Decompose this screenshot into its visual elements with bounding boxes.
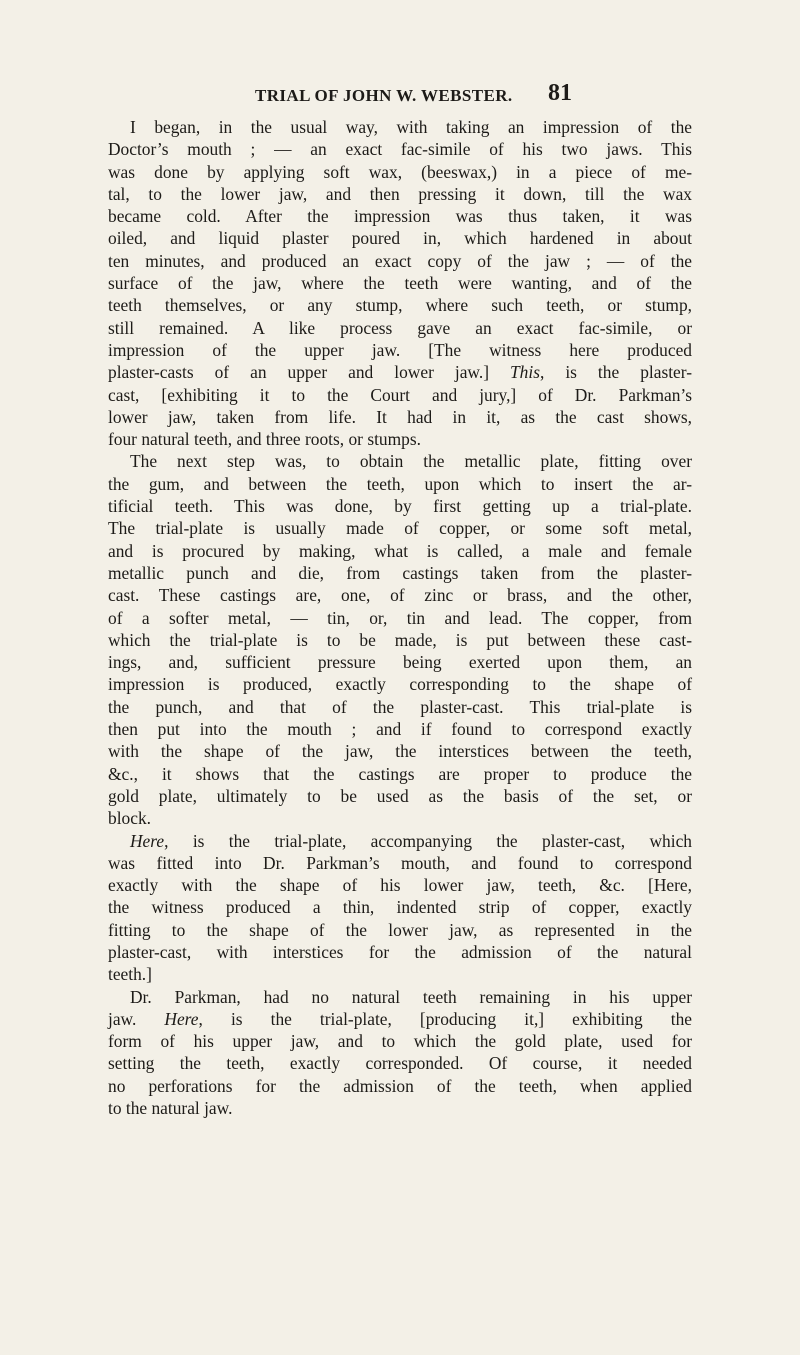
- text-line: [108, 718, 692, 740]
- text-line: [108, 406, 692, 428]
- text-segment: exactly with the shape of his lower jaw, teeth, &c. [Here,: [108, 875, 692, 896]
- text-segment: was fitted into Dr. Parkman’s mouth, and found to correspond: [108, 852, 692, 873]
- text-line: [108, 250, 692, 272]
- text-line: [108, 607, 692, 629]
- text-segment: the gum, and between the teeth, upon which to insert the ar-: [108, 473, 692, 494]
- text-line: [108, 517, 692, 539]
- text-line: [108, 807, 692, 829]
- text-line: [108, 896, 692, 918]
- text-segment: ten minutes, and produced an exact copy of the jaw ; — of the: [108, 250, 692, 271]
- text-segment: , is the plaster-: [539, 362, 692, 383]
- text-segment: fitting to the shape of the lower jaw, as represented in the: [108, 919, 692, 940]
- text-segment: no perforations for the admission of the teeth, when applied: [108, 1075, 692, 1096]
- text-line: [108, 317, 692, 339]
- text-segment: tificial teeth. This was done, by first getting up a trial-plate.: [108, 496, 692, 517]
- text-segment: teeth.]: [108, 964, 152, 985]
- text-segment: to the natural jaw.: [108, 1098, 233, 1119]
- text-line: [108, 361, 692, 383]
- text-segment: setting the teeth, exactly corresponded. Of course, it needed: [108, 1053, 692, 1074]
- text-segment: and is procured by making, what is called, a male and female: [108, 540, 692, 561]
- text-line: [108, 138, 692, 160]
- text-segment: oiled, and liquid plaster poured in, which hardened in about: [108, 228, 692, 249]
- text-line: [108, 584, 692, 606]
- text-line: [108, 941, 692, 963]
- text-segment: , is the trial-plate, accompanying the plaster-cast, which: [164, 830, 692, 851]
- text-segment: surface of the jaw, where the teeth were wanting, and of the: [108, 273, 692, 294]
- text-segment: was done by applying soft wax, (beeswax,) in a piece of me-: [108, 161, 692, 182]
- text-segment: metallic punch and die, from castings taken from the plaster-: [108, 562, 692, 583]
- text-segment: plaster-cast, with interstices for the admission of the natural: [108, 941, 692, 962]
- running-head: TRIAL OF JOHN W. WEBSTER.: [255, 86, 513, 105]
- text-line: [108, 673, 692, 695]
- text-segment: I began, in the usual way, with taking an impression of the: [130, 117, 692, 137]
- text-line: [108, 428, 692, 450]
- text-line: [108, 830, 692, 852]
- italic-text: This: [510, 362, 540, 383]
- text-segment: &c., it shows that the castings are proper to produce the: [108, 763, 692, 784]
- text-segment: , is the trial-plate, [producing it,] exhibiting the: [198, 1008, 692, 1029]
- italic-text: Here: [130, 830, 165, 851]
- text-line: [108, 294, 692, 316]
- text-line: [108, 161, 692, 183]
- text-line: [108, 763, 692, 785]
- body-text: [108, 116, 692, 1119]
- text-line: [108, 1030, 692, 1052]
- text-segment: with the shape of the jaw, the interstices between the teeth,: [108, 741, 692, 762]
- text-segment: block.: [108, 808, 151, 829]
- text-line: [108, 205, 692, 227]
- text-line: [108, 116, 692, 138]
- text-segment: impression is produced, exactly corresponding to the shape of: [108, 674, 692, 695]
- text-segment: gold plate, ultimately to be used as the basis of the set, or: [108, 785, 692, 806]
- text-segment: which the trial-plate is to be made, is put between these cast-: [108, 629, 692, 650]
- text-line: [108, 651, 692, 673]
- text-line: [108, 1075, 692, 1097]
- text-line: [108, 852, 692, 874]
- text-segment: then put into the mouth ; and if found to correspond exactly: [108, 719, 692, 740]
- text-segment: of a softer metal, — tin, or, tin and lead. The copper, from: [108, 607, 692, 628]
- text-segment: still remained. A like process gave an exact fac-simile, or: [108, 317, 692, 338]
- text-segment: Dr. Parkman, had no natural teeth remaining in his upper: [130, 986, 692, 1007]
- text-line: [108, 227, 692, 249]
- text-line: [108, 1097, 692, 1119]
- text-line: [108, 874, 692, 896]
- text-line: [108, 562, 692, 584]
- text-segment: jaw.: [108, 1008, 165, 1029]
- text-line: [108, 629, 692, 651]
- text-line: [108, 919, 692, 941]
- text-segment: plaster-casts of an upper and lower jaw.]: [108, 362, 510, 383]
- text-line: [108, 963, 692, 985]
- text-segment: cast. These castings are, one, of zinc or brass, and the other,: [108, 585, 692, 606]
- text-segment: the witness produced a thin, indented strip of copper, exactly: [108, 897, 692, 918]
- page-number: 81: [548, 80, 572, 106]
- italic-text: Here: [164, 1008, 199, 1029]
- text-line: [108, 785, 692, 807]
- text-segment: ings, and, sufficient pressure being exerted upon them, an: [108, 652, 692, 673]
- text-line: [108, 740, 692, 762]
- text-line: [108, 183, 692, 205]
- text-line: [108, 384, 692, 406]
- text-segment: Doctor’s mouth ; — an exact fac-simile of his two jaws. This: [108, 139, 692, 160]
- text-line: [108, 495, 692, 517]
- text-segment: form of his upper jaw, and to which the gold plate, used for: [108, 1031, 692, 1052]
- text-segment: the punch, and that of the plaster-cast. This trial-plate is: [108, 696, 692, 717]
- text-line: [108, 339, 692, 361]
- text-line: [108, 986, 692, 1008]
- text-segment: The next step was, to obtain the metallic plate, fitting over: [130, 451, 692, 472]
- text-line: [108, 1052, 692, 1074]
- text-segment: impression of the upper jaw. [The witness here produced: [108, 339, 692, 360]
- text-segment: lower jaw, taken from life. It had in it, as the cast shows,: [108, 406, 692, 427]
- text-segment: The trial-plate is usually made of copper, or some soft metal,: [108, 518, 692, 539]
- text-segment: four natural teeth, and three roots, or stumps.: [108, 429, 421, 450]
- text-line: [108, 540, 692, 562]
- text-segment: tal, to the lower jaw, and then pressing it down, till the wax: [108, 183, 692, 204]
- text-line: [108, 696, 692, 718]
- text-line: [108, 272, 692, 294]
- text-segment: cast, [exhibiting it to the Court and jury,] of Dr. Parkman’s: [108, 384, 692, 405]
- text-segment: teeth themselves, or any stump, where such teeth, or stump,: [108, 295, 692, 316]
- text-line: [108, 473, 692, 495]
- text-segment: became cold. After the impression was thus taken, it was: [108, 206, 692, 227]
- text-line: [108, 1008, 692, 1030]
- text-line: [108, 450, 692, 472]
